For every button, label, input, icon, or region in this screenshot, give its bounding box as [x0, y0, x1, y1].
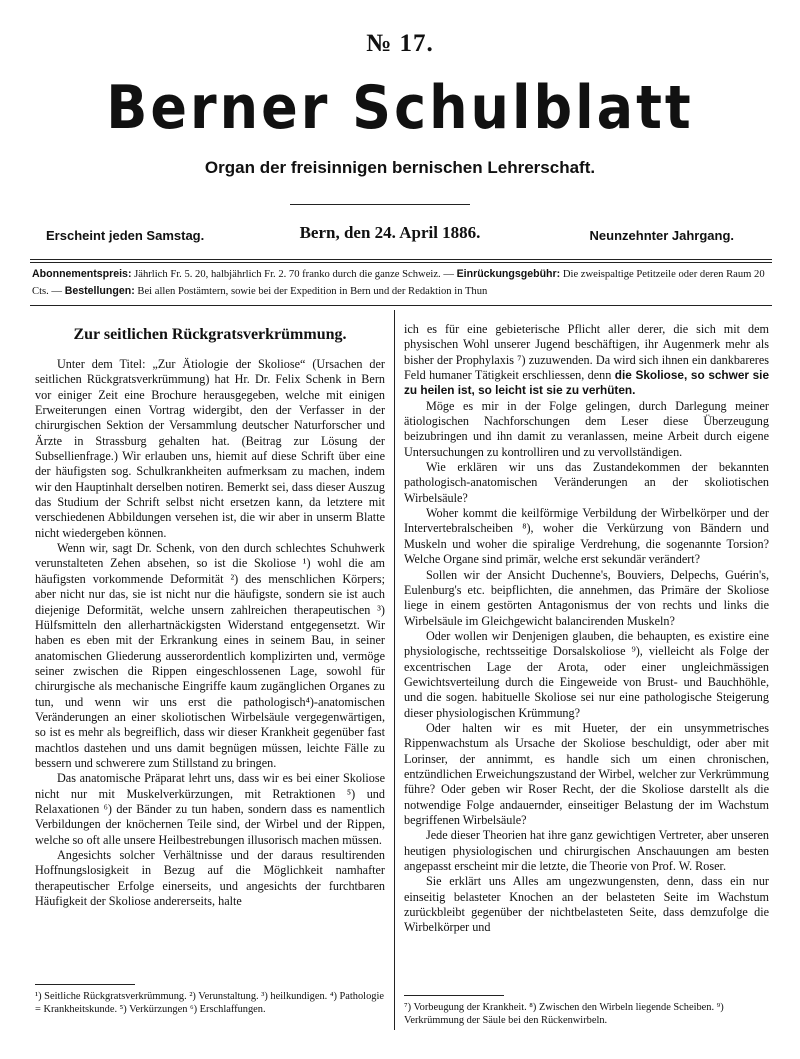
divider	[30, 305, 772, 306]
insertion-text: Die zweispaltige Petitzeile oder deren Raum 20 Cts. —	[32, 269, 765, 297]
paragraph: Das anatomische Präparat lehrt uns, dass wir es bei einer Skoliose nicht nur mit Muskelverkürzungen, mit Retraktionen ⁵) und Relaxationen ⁶) der Bänder zu tun haben, sondern dass es namentlich Verbildungen der knöchernen Teile sind, der Wirbel und der Rippen, welche so oft alle unsere Heilbestrebungen illusorisch machen müssen.	[35, 771, 385, 847]
subscription-text: Jährlich Fr. 5. 20, halbjährlich Fr. 2. 70 franko durch die ganze Schweiz. —	[134, 269, 454, 280]
divider	[290, 204, 470, 205]
subscription-info	[32, 266, 770, 300]
paragraph: Woher kommt die keilförmige Verbildung der Wirbelkörper und der Intervertebralscheiben ⁸), woher die Verkürzung von Bändern und Muskeln und woher die spiralige Verdrehung, die sogenannte Torsion? Welche Organe sind primär, welche erst sekundär verändert?	[404, 506, 769, 567]
volume: Neunzehnter Jahrgang.	[589, 228, 734, 243]
paragraph: Oder wollen wir Denjenigen glauben, die behaupten, es existire eine physiologische, rechtsseitige Dorsalskoliose ⁹), vielleicht als Folge der excentrischen Lage der Arota, oder einer ungleichmässigen Gewichtsverteilung durch die Eingeweide von Brust- und Bauchhöhle, und die sogen. habituelle Skoliose sei nur eine pathologische Steigerung dieser physiologischen Krümmung?	[404, 628, 769, 720]
footnotes-left: ¹) Seitliche Rückgratsverkrümmung. ²) Verunstaltung. ³) heilkundigen. ⁴) Pathologie = Krankheitskunde. ⁵) Verkürzungen ⁶) Erschlaffungen.	[35, 991, 384, 1015]
insertion-label: Einrückungsgebühr:	[456, 268, 561, 280]
divider	[30, 259, 772, 260]
footnote-rule	[35, 984, 135, 985]
publication-schedule: Erscheint jeden Samstag.	[46, 228, 205, 243]
article-column-left	[35, 357, 385, 909]
paragraph: Jede dieser Theorien hat ihre ganz gewichtigen Vertreter, aber unseren heutigen physiologischen und chirurgischen Anschauungen am besten angepasst erscheint mir die letzte, die Theorie von Prof. W. Roser.	[404, 828, 769, 874]
paragraph: Unter dem Titel: „Zur Ätiologie der Skoliose“ (Ursachen der seitlichen Rückgratsverkrümmung) hat Hr. Dr. Felix Schenk in Bern vor einiger Zeit eine Brochure herausgegeben, welche mit einigen Erweiterungen einen Vortrag widergibt, den der Verfasser in der chirurgischen Sektion der Versammlung deutscher Naturforscher und Ärzte in Strassburg gehalten hat. (Beitrag zur Lösung der Subsellienfrage.) Wir erlauben uns, hiemit auf diese Schrift über eine der häufigsten sog. Schulkrankheiten aufmerksam zu machen, indem wir den Hauptinhalt derselben notiren. Bemerkt sei, dass dieser Auszug das Studium der Schrift selbst nicht ersetzen kann, da letztere mit verschiedenen Abbildungen versehen ist, die wir aber in unserm Blatte nicht wiedergeben können.	[35, 357, 385, 540]
column-separator	[394, 310, 395, 1030]
emphasized-text: die Skoliose, so schwer sie zu heilen ist, so leicht ist sie zu verhüten.	[404, 368, 770, 398]
article-title: Zur seitlichen Rückgratsverkrümmung.	[73, 326, 347, 343]
masthead-subtitle: Organ der freisinnigen bernischen Lehrerschaft.	[204, 158, 596, 177]
paragraph: Oder halten wir es mit Hueter, der ein unsymmetrisches Rippenwachstum als Ursache der Skoliose beschuldigt, oder aber mit Lorinser, der annimmt, es handle sich um einen chronischen, entzündlichen Erweichungszustand der Wirbel, welcher zur Verkrümmung führe? Oder geben wir Roser Recht, der die Skoliose darstellt als die notwendige Folge andauernder, einseitiger Belastung der im Wachstum begriffenen Wirbelsäule?	[404, 720, 769, 827]
article-column-right	[404, 322, 769, 936]
orders-text: Bei allen Postämtern, sowie bei der Expedition in Bern und der Redaktion in Thun	[137, 286, 488, 297]
paragraph: Sollen wir der Ansicht Duchenne's, Bouviers, Delpechs, Guérin's, Eulenburg's etc. beipflichten, die annehmen, das Primäre der Skoliose liege in einem gestörten Antagonismus der von rechts und links die Wirbelsäule im Gleichgewicht balancirenden Muskeln?	[404, 567, 769, 628]
subscription-label: Abonnementspreis:	[32, 268, 132, 280]
orders-label: Bestellungen:	[64, 285, 135, 297]
footnote-rule	[404, 995, 504, 996]
masthead-title: Berner Schulblatt	[106, 72, 694, 143]
paragraph: Wenn wir, sagt Dr. Schenk, von den durch schlechtes Schuhwerk verunstalteten Zehen absehen, so ist die Skoliose ¹) wohl die am häufigsten vorkommende Deformität ²) des menschlichen Körpers; aber nicht nur das, sie ist nicht nur die häufigste, sondern sie ist auch diejenige Deformität, welche unsern zahlreichen therapeutischen ³) Hülfsmitteln den allerhartnäckigsten Widerstand entgegensetzt. Wir haben es eben mit der Erkrankung eines in seinem Bau, in seiner anatomischen Gliederung ausserordentlich komplizirten und, vermöge seiner zwischen die Rippen eingeschlossenen Lage, sowohl für chirurgische als mechanische Eingriffe kaum zugänglichen Organes zu tun, und wenn wir uns erst die pathologisch⁴)-anatomischen Veränderungen an einer skoliotischen Wirbelsäule vergegenwärtigen, so ist es mehr als begreiflich, dass wir dieser Krankheit gegenüber fast machtlos dastehen und uns damit begnügen müssen, leichte Fälle zu bessern und schwerere zum Stillstand zu bringen.	[35, 541, 385, 770]
divider	[30, 262, 772, 263]
footnotes-right: ⁷) Vorbeugung der Krankheit. ⁸) Zwischen den Wirbeln liegende Scheiben. ⁹) Verkrümmung der Säule bei den Rückenwirbeln.	[404, 1002, 724, 1026]
paragraph: Angesichts solcher Verhältnisse und der daraus resultirenden Hoffnungslosigkeit in Bezug auf die Möglichkeit namhafter therapeutischer Erfolge einerseits, und angesichts der furchtbaren Häufigkeit der Skoliose andererseits, halte	[35, 848, 385, 909]
issue-number: № 17.	[366, 30, 434, 57]
paragraph: Möge es mir in der Folge gelingen, durch Darlegung meiner ätiologischen Nachforschungen dem Leser diese Überzeugung beizubringen und ihn damit zu veranlassen, meine Arbeit durch eigene Untersuchungen zu kontrolliren und zu vervollständigen.	[404, 398, 769, 459]
dateline: Bern, den 24. April 1886.	[299, 223, 481, 242]
paragraph-text: ich es für eine gebieterische Pflicht aller derer, die sich mit dem physischen Wohl unserer Jugend beschäftigen, ihr Augenmerk mehr als bisher der Prophylaxis ⁷) zuzuwenden. Da wird sich ihnen ein dankbareres Feld humaner Tätigkeit erschliessen, denn	[404, 322, 769, 383]
paragraph: Wie erklären wir uns das Zustandekommen der bekannten pathologisch-anatomischen Veränderungen an der skoliotischen Wirbelsäule?	[404, 460, 769, 505]
paragraph: Sie erklärt uns Alles am ungezwungensten, denn, dass ein nur einseitig belasteter Knochen an der belasteten Seite im Wachstum zurückbleibt gegenüber der nichtbelasteten Seite, dass demzufolge die Wirbelkörper und	[404, 874, 769, 935]
paragraph	[404, 322, 769, 399]
